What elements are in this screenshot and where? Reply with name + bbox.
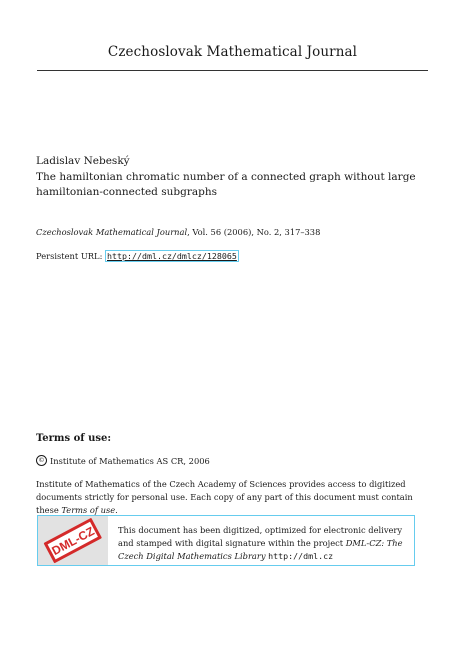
persistent-url-link[interactable]: http://dml.cz/dmlcz/128065 (107, 251, 237, 261)
copyright-text: Institute of Mathematics AS CR, 2006 (50, 455, 210, 466)
terms-body (36, 478, 436, 517)
citation (36, 227, 320, 237)
citation-details: , Vol. 56 (2006), No. 2, 317–338 (187, 227, 321, 237)
article-author: Ladislav Nebeský (36, 155, 130, 167)
copyright-icon: © (36, 455, 47, 466)
citation-journal: Czechoslovak Mathematical Journal (36, 227, 188, 237)
header-divider (37, 70, 428, 71)
terms-body-main: Institute of Mathematics of the Czech Academy of Sciences provides access to digitized documents strictly for personal use. Each copy of any part of this document must contain these (36, 479, 413, 515)
journal-header: Czechoslovak Mathematical Journal (107, 44, 358, 60)
persistent-url-line (36, 250, 239, 262)
copyright-line (36, 455, 210, 466)
terms-body-emphasis: Terms of use (61, 505, 116, 515)
digitization-notice-text (118, 524, 410, 563)
digitization-notice-box (37, 515, 415, 566)
terms-body-end: . (115, 505, 118, 515)
logo-text: DML-CZ (49, 524, 97, 558)
persistent-url-label: Persistent URL: (36, 251, 103, 261)
dml-cz-logo-graphic (38, 516, 108, 565)
dml-cz-logo (38, 516, 108, 565)
terms-heading: Terms of use: (36, 433, 112, 444)
article-title: The hamiltonian chromatic number of a connected graph without large hamiltonian-connected subgraphs (36, 171, 416, 198)
notice-project: DML-CZ: The Czech Digital Mathematics Library (118, 538, 403, 561)
notice-main: This document has been digitized, optimized for electronic delivery and stamped with digital signature within the project (118, 525, 403, 548)
notice-url[interactable]: http://dml.cz (268, 551, 334, 561)
